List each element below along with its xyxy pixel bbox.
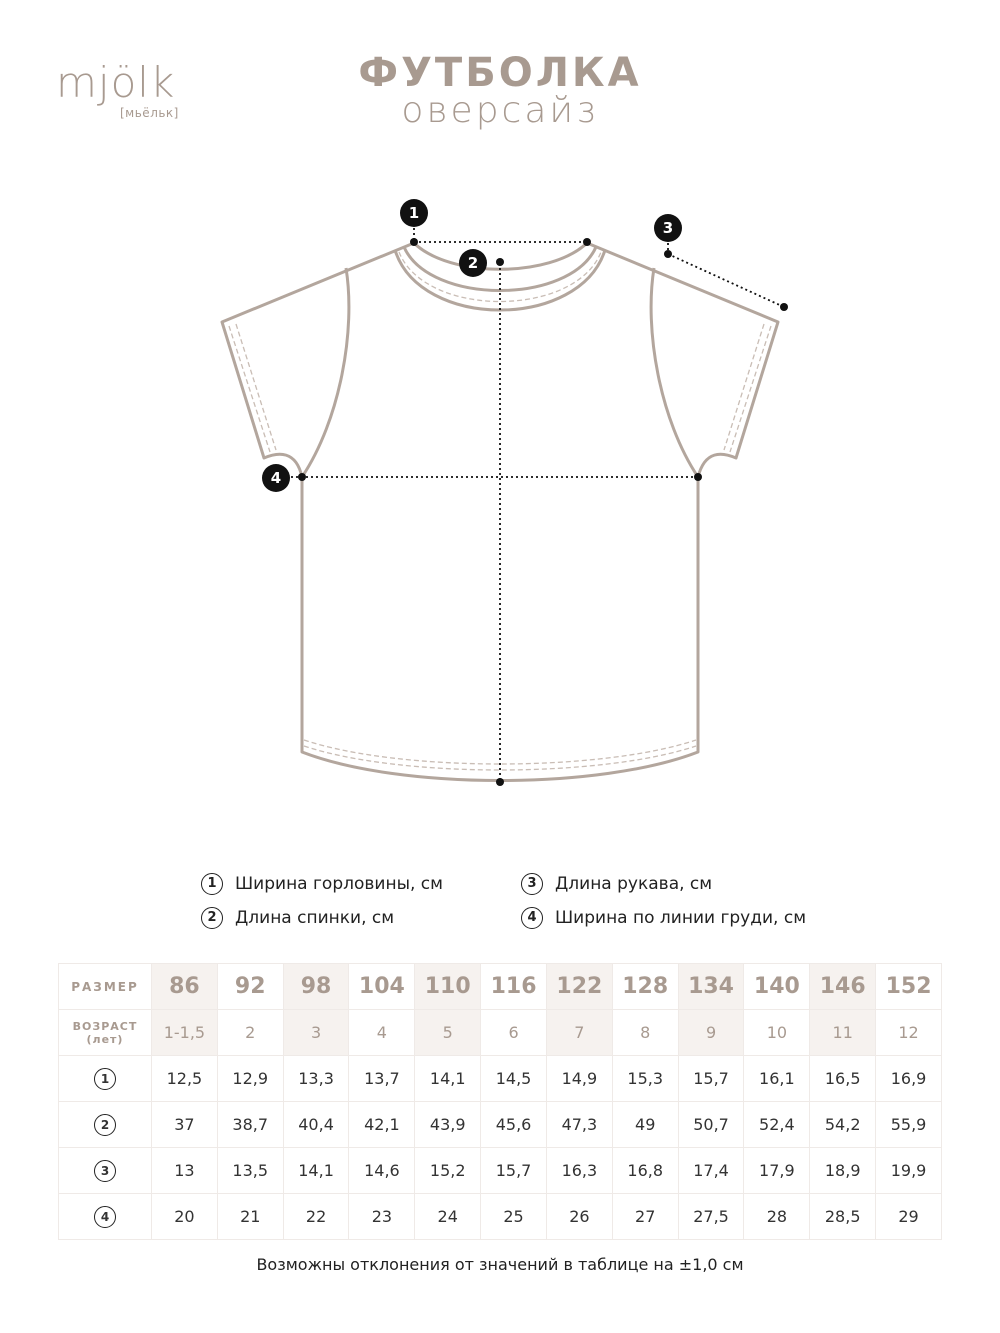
age-cell: 11 [810, 1010, 876, 1056]
value-cell: 26 [546, 1194, 612, 1240]
marker-1: 1 [400, 199, 428, 227]
value-cell: 28,5 [810, 1194, 876, 1240]
row-number: 2 [94, 1114, 116, 1136]
value-cell: 14,1 [283, 1148, 349, 1194]
page-subtitle: оверсайз [401, 90, 599, 131]
legend-item-4 [521, 907, 806, 929]
value-cell: 16,5 [810, 1056, 876, 1102]
size-row [59, 964, 942, 1010]
legend-number: 4 [521, 907, 543, 929]
value-cell: 28 [744, 1194, 810, 1240]
value-cell: 12,9 [217, 1056, 283, 1102]
value-cell: 45,6 [481, 1102, 547, 1148]
age-cell: 12 [876, 1010, 942, 1056]
age-cell: 7 [546, 1010, 612, 1056]
size-cell: 92 [217, 964, 283, 1010]
measurement-row-4 [59, 1194, 942, 1240]
value-cell: 13 [152, 1148, 218, 1194]
value-cell: 43,9 [415, 1102, 481, 1148]
legend-label: Ширина горловины, см [235, 874, 443, 894]
measurement-row-3 [59, 1148, 942, 1194]
legend-item-2 [201, 907, 394, 929]
value-cell: 15,2 [415, 1148, 481, 1194]
measurement-row-1 [59, 1056, 942, 1102]
value-cell: 13,3 [283, 1056, 349, 1102]
row-label [59, 1102, 152, 1148]
size-cell: 122 [546, 964, 612, 1010]
value-cell: 23 [349, 1194, 415, 1240]
legend-number: 3 [521, 873, 543, 895]
value-cell: 22 [283, 1194, 349, 1240]
value-cell: 14,5 [481, 1056, 547, 1102]
size-cell: 116 [481, 964, 547, 1010]
tolerance-note: Возможны отклонения от значений в таблице на ±1,0 см [256, 1255, 744, 1274]
row-label [59, 1148, 152, 1194]
legend-item-1 [201, 873, 443, 895]
size-header: РАЗМЕР [59, 964, 152, 1010]
value-cell: 25 [481, 1194, 547, 1240]
value-cell: 24 [415, 1194, 481, 1240]
value-cell: 21 [217, 1194, 283, 1240]
value-cell: 52,4 [744, 1102, 810, 1148]
age-cell: 3 [283, 1010, 349, 1056]
value-cell: 15,7 [678, 1056, 744, 1102]
logo-word: mjölk [56, 58, 176, 107]
value-cell: 19,9 [876, 1148, 942, 1194]
value-cell: 12,5 [152, 1056, 218, 1102]
measurement-points [298, 238, 788, 786]
value-cell: 15,7 [481, 1148, 547, 1194]
value-cell: 14,9 [546, 1056, 612, 1102]
measurement-lines [276, 213, 784, 782]
value-cell: 13,5 [217, 1148, 283, 1194]
legend-label: Длина спинки, см [235, 908, 395, 928]
legend-label: Длина рукава, см [555, 874, 713, 894]
value-cell: 40,4 [283, 1102, 349, 1148]
size-cell: 140 [744, 964, 810, 1010]
age-cell: 6 [481, 1010, 547, 1056]
value-cell: 47,3 [546, 1102, 612, 1148]
row-label [59, 1056, 152, 1102]
age-header [59, 1010, 152, 1056]
value-cell: 18,9 [810, 1148, 876, 1194]
measurement-row-2 [59, 1102, 942, 1148]
value-cell: 13,7 [349, 1056, 415, 1102]
value-cell: 17,9 [744, 1148, 810, 1194]
value-cell: 50,7 [678, 1102, 744, 1148]
size-table [58, 963, 942, 1240]
age-cell: 8 [612, 1010, 678, 1056]
value-cell: 27 [612, 1194, 678, 1240]
value-cell: 55,9 [876, 1102, 942, 1148]
value-cell: 17,4 [678, 1148, 744, 1194]
value-cell: 16,8 [612, 1148, 678, 1194]
size-cell: 110 [415, 964, 481, 1010]
page-title: ФУТБОЛКА [358, 50, 642, 96]
age-cell: 2 [217, 1010, 283, 1056]
marker-3: 3 [654, 214, 682, 242]
legend-label: Ширина по линии груди, см [555, 908, 807, 928]
value-cell: 42,1 [349, 1102, 415, 1148]
age-cell: 4 [349, 1010, 415, 1056]
age-header-unit: (лет) [86, 1032, 124, 1046]
value-cell: 29 [876, 1194, 942, 1240]
size-cell: 86 [152, 964, 218, 1010]
logo-transcription: [мьёльк] [120, 106, 179, 120]
size-cell: 146 [810, 964, 876, 1010]
value-cell: 16,1 [744, 1056, 810, 1102]
value-cell: 14,6 [349, 1148, 415, 1194]
value-cell: 15,3 [612, 1056, 678, 1102]
size-cell: 128 [612, 964, 678, 1010]
value-cell: 16,3 [546, 1148, 612, 1194]
age-cell: 5 [415, 1010, 481, 1056]
age-cell: 9 [678, 1010, 744, 1056]
legend-number: 2 [201, 907, 223, 929]
row-number: 1 [94, 1068, 116, 1090]
age-header-label: ВОЗРАСТ [72, 1019, 138, 1033]
value-cell: 49 [612, 1102, 678, 1148]
age-cell: 1-1,5 [152, 1010, 218, 1056]
row-number: 4 [94, 1206, 116, 1228]
age-cell: 10 [744, 1010, 810, 1056]
row-label [59, 1194, 152, 1240]
row-number: 3 [94, 1160, 116, 1182]
size-cell: 134 [678, 964, 744, 1010]
size-cell: 152 [876, 964, 942, 1010]
age-row [59, 1010, 942, 1056]
size-cell: 104 [349, 964, 415, 1010]
tshirt-diagram [0, 180, 1000, 800]
size-cell: 98 [283, 964, 349, 1010]
value-cell: 38,7 [217, 1102, 283, 1148]
value-cell: 14,1 [415, 1056, 481, 1102]
value-cell: 37 [152, 1102, 218, 1148]
value-cell: 27,5 [678, 1194, 744, 1240]
value-cell: 20 [152, 1194, 218, 1240]
legend-number: 1 [201, 873, 223, 895]
value-cell: 54,2 [810, 1102, 876, 1148]
value-cell: 16,9 [876, 1056, 942, 1102]
legend-item-3 [521, 873, 712, 895]
marker-2: 2 [459, 249, 487, 277]
marker-4: 4 [262, 464, 290, 492]
